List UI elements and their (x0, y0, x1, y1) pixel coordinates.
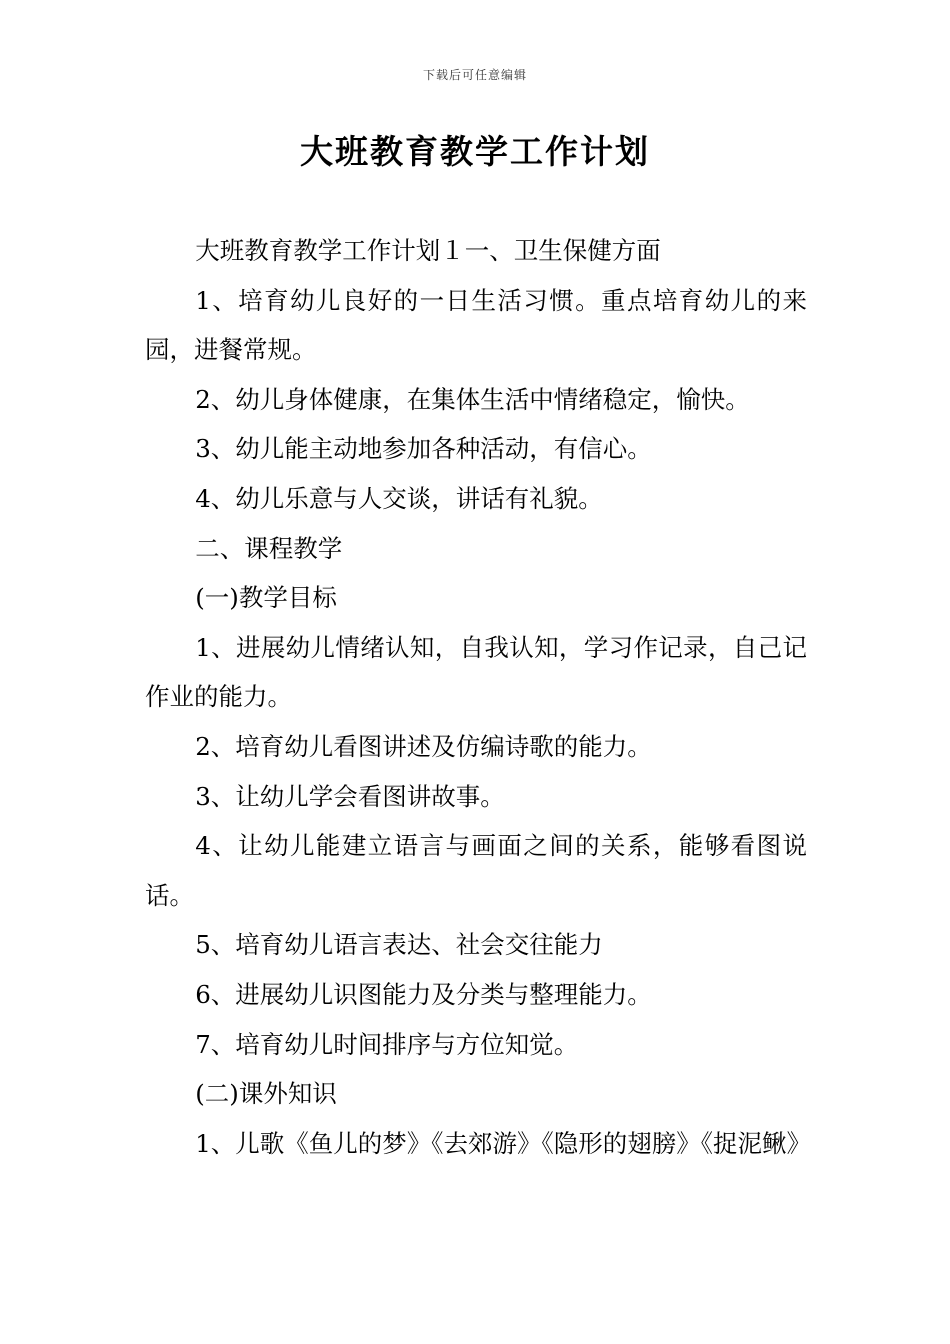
paragraph-goal-5: 5、培育幼儿语言表达、社会交往能力 (195, 930, 603, 960)
document-body (145, 226, 812, 1168)
paragraph-goal-1: 1、进展幼儿情绪认知，自我认知，学习作记录，自己记作业的能力。 (145, 632, 807, 712)
paragraph-health-1: 1、培育幼儿良好的一日生活习惯。重点培育幼儿的来园，进餐常规。 (145, 285, 807, 365)
document-title: 大班教育教学工作计划 (300, 132, 650, 171)
paragraph-goal-7: 7、培育幼儿时间排序与方位知觉。 (195, 1029, 579, 1059)
paragraph-goal-6: 6、进展幼儿识图能力及分类与整理能力。 (195, 979, 652, 1009)
paragraph-health-4: 4、幼儿乐意与人交谈，讲话有礼貌。 (195, 483, 603, 513)
paragraph-health-2: 2、幼儿身体健康，在集体生活中情绪稳定，愉快。 (195, 384, 750, 414)
paragraph-intro: 大班教育教学工作计划１一、卫生保健方面 (195, 236, 661, 265)
paragraph-health-3: 3、幼儿能主动地参加各种活动，有信心。 (195, 434, 652, 464)
paragraph-goal-3: 3、让幼儿学会看图讲故事。 (195, 781, 505, 811)
page-header: 下载后可任意编辑 (422, 68, 527, 82)
paragraph-goal-4: 4、让幼儿能建立语言与画面之间的关系，能够看图说话。 (145, 831, 807, 910)
paragraph-extracurricular-1: 1、儿歌《鱼儿的梦》《去郊游》《隐形的翅膀》《捉泥鳅》 (195, 1128, 812, 1158)
subsection-heading-extracurricular: (二)课外知识 (195, 1079, 337, 1109)
section-heading-curriculum: 二、课程教学 (195, 533, 343, 563)
paragraph-goal-2: 2、培育幼儿看图讲述及仿编诗歌的能力。 (195, 731, 652, 761)
subsection-heading-goals: (一)教学目标 (195, 583, 337, 613)
